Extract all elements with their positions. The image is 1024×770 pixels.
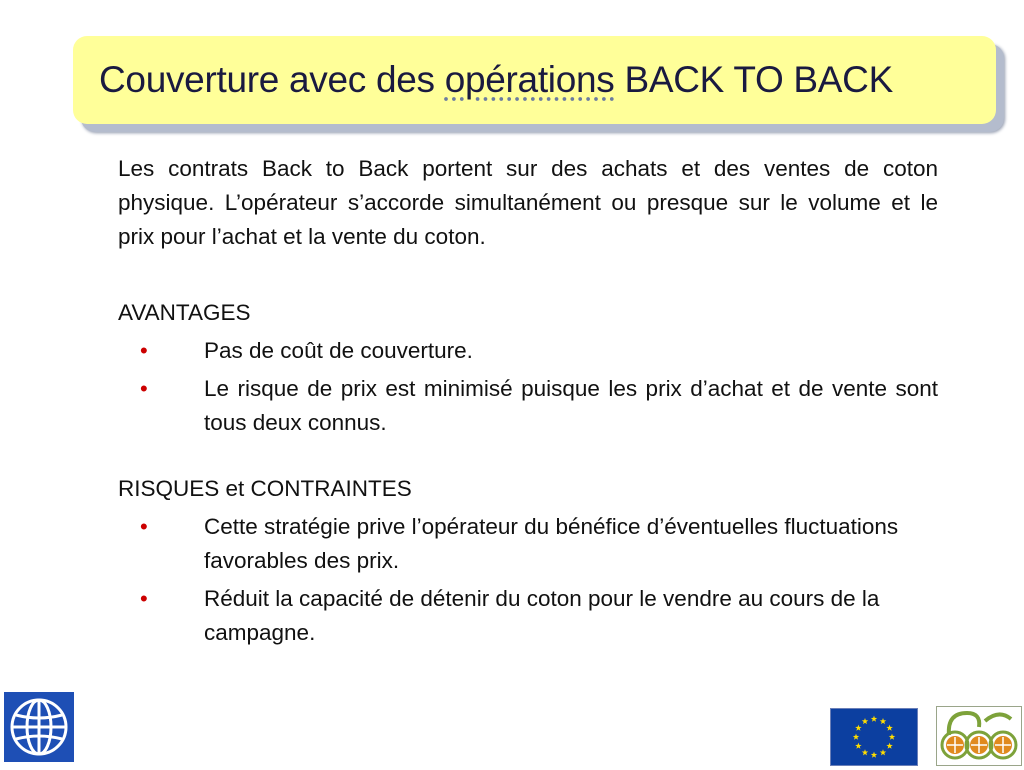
title-banner [73, 36, 996, 124]
list-item-text: Pas de coût de couverture. [204, 338, 473, 363]
bullet-icon: • [140, 514, 148, 539]
list-item-text: Cette stratégie prive l’opérateur du bénéfice d’éventuelles fluctuations favorables des prix. [204, 514, 899, 573]
list-item [118, 334, 938, 368]
bullet-icon: • [140, 586, 148, 611]
eu-star-icon [880, 718, 886, 724]
advantages-heading: AVANTAGES [118, 300, 251, 325]
title-prefix: Couverture avec des [99, 59, 445, 100]
eu-star-icon [889, 734, 895, 740]
list-item [118, 582, 938, 650]
acp-logo-icon [936, 706, 1022, 766]
eu-star-icon [880, 749, 886, 755]
globe-icon [7, 695, 71, 759]
acp-emblem-icon [937, 707, 1021, 765]
eu-star-icon [855, 743, 861, 749]
eu-star-icon [886, 725, 892, 731]
bullet-icon: • [140, 376, 148, 401]
eu-star-icon [886, 743, 892, 749]
world-bank-globe-icon [4, 692, 74, 762]
list-item [118, 372, 938, 440]
eu-star-icon [853, 734, 859, 740]
eu-star-icon [862, 749, 868, 755]
slide-title [99, 59, 893, 101]
list-item [118, 510, 938, 578]
eu-star-icon [862, 718, 868, 724]
title-underlined-word: opérations [444, 59, 615, 100]
list-item-text: Le risque de prix est minimisé puisque les prix d’achat et de vente sont tous deux connus. [204, 376, 938, 435]
title-suffix: BACK TO BACK [614, 59, 893, 100]
advantages-list [118, 334, 938, 440]
slide-body [118, 152, 938, 650]
intro-paragraph: Les contrats Back to Back portent sur des achats et des ventes de coton physique. L’opérateur s’accorde simultanément ou presque sur le volume et le prix pour l’achat et la vente du coton. [118, 156, 938, 249]
eu-star-icon [871, 716, 877, 722]
eu-star-icon [855, 725, 861, 731]
eu-stars-icon [831, 709, 917, 765]
eu-flag-icon [830, 708, 918, 766]
risks-list [118, 510, 938, 650]
bullet-icon: • [140, 338, 148, 363]
list-item-text: Réduit la capacité de détenir du coton pour le vendre au cours de la campagne. [204, 586, 880, 645]
risks-heading: RISQUES et CONTRAINTES [118, 476, 412, 501]
eu-star-icon [871, 752, 877, 758]
